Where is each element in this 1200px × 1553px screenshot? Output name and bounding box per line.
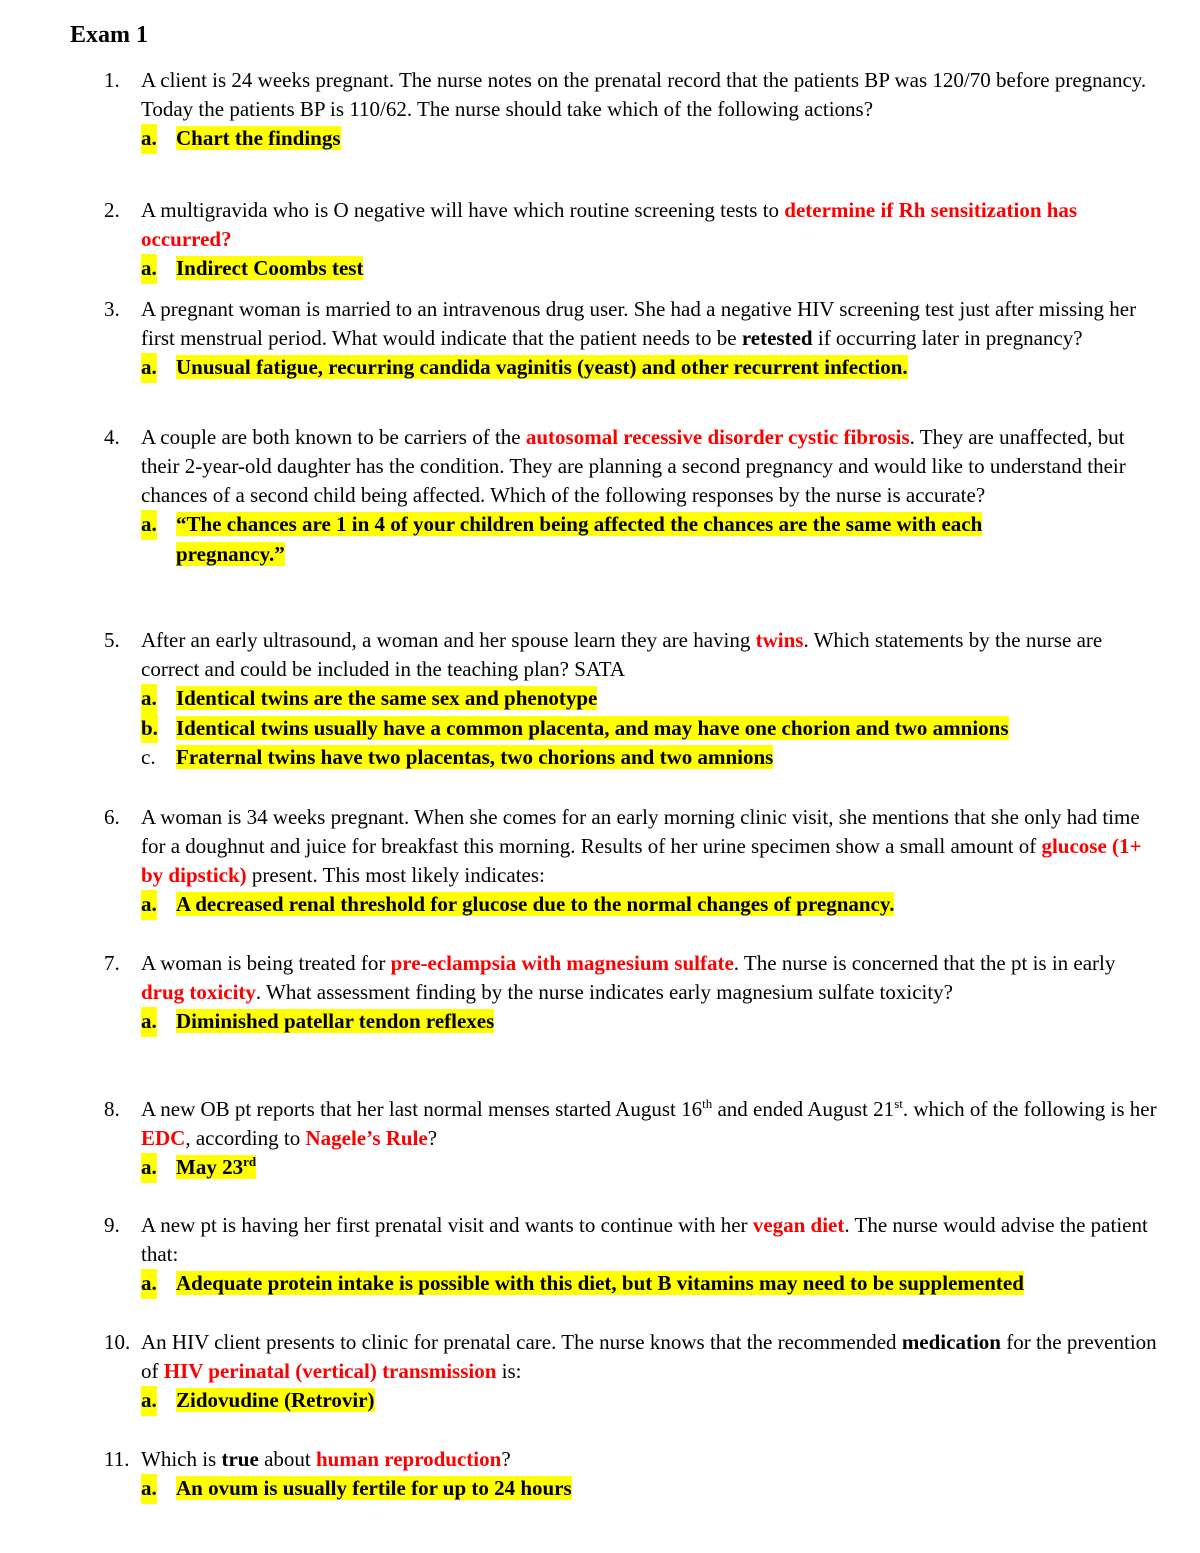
answer-text: Indirect Coombs test xyxy=(176,256,364,280)
highlighted-term: autosomal recessive disorder cystic fibrosis xyxy=(525,425,910,449)
highlighted-term: EDC xyxy=(141,1126,186,1150)
answer-text: Zidovudine (Retrovir) xyxy=(176,1388,375,1412)
highlighted-term: vegan diet xyxy=(752,1213,845,1237)
question-number: 11. xyxy=(104,1447,130,1471)
answer-label: a. xyxy=(141,1474,157,1504)
question-number: 10. xyxy=(104,1330,131,1354)
emphasis-term: true xyxy=(221,1447,259,1471)
answer-a xyxy=(141,353,1160,383)
question-text: Which is true about human reproduction? xyxy=(141,1447,511,1471)
question-number: 1. xyxy=(104,68,120,92)
answer-a xyxy=(141,510,1160,569)
question-4 xyxy=(0,423,1160,569)
answer-text: A decreased renal threshold for glucose due to the normal changes of pregnancy. xyxy=(176,892,895,916)
answer-text: May 23rd xyxy=(176,1154,257,1179)
question-2 xyxy=(0,196,1160,284)
question-10 xyxy=(0,1328,1160,1416)
highlighted-term: pre-eclampsia with magnesium sulfate xyxy=(390,951,734,975)
answer-text: Unusual fatigue, recurring candida vaginitis (yeast) and other recurrent infection. xyxy=(176,355,908,379)
question-text: A new OB pt reports that her last normal menses started August 16th and ended August 21st. which of the following is her EDC, according to Nagele’s Rule? xyxy=(141,1096,1157,1150)
document-title: Exam 1 xyxy=(70,22,148,48)
highlighted-term: drug toxicity xyxy=(141,980,256,1004)
emphasis-term: medication xyxy=(901,1330,1001,1354)
answer-label: a. xyxy=(141,124,157,154)
answer-text: Diminished patellar tendon reflexes xyxy=(176,1009,495,1033)
answer-a xyxy=(141,1386,1160,1416)
highlighted-term: human reproduction xyxy=(315,1447,502,1471)
question-1 xyxy=(0,66,1160,154)
answer-label: a. xyxy=(141,254,157,284)
highlighted-term: twins xyxy=(755,628,804,652)
question-5 xyxy=(0,626,1160,773)
answer-a xyxy=(141,1153,1160,1183)
question-text: After an early ultrasound, a woman and her spouse learn they are having twins. Which statements by the nurse are correct and could be included in the teaching plan? SATA xyxy=(141,628,1103,681)
answer-b xyxy=(141,714,1160,744)
highlighted-term: glucose (1+ by dipstick) xyxy=(141,834,1142,887)
answer-a xyxy=(141,254,1160,284)
question-text: A multigravida who is O negative will have which routine screening tests to determine if Rh sensitization has occurred? xyxy=(141,198,1078,251)
answer-a xyxy=(141,1007,1160,1037)
answer-text-line-2: pregnancy.” xyxy=(176,541,285,566)
answer-label: a. xyxy=(141,1153,157,1183)
answer-label: b. xyxy=(141,714,158,744)
question-number: 3. xyxy=(104,297,120,321)
question-text: A woman is 34 weeks pregnant. When she comes for an early morning clinic visit, she mentions that she only had time for a doughnut and juice for breakfast this morning. Results of her urine specimen show a small amount of glucose (1+ by dipstick) present. This most likely indicates: xyxy=(141,805,1142,887)
question-6 xyxy=(0,803,1160,920)
answer-label: a. xyxy=(141,684,157,714)
answer-label: a. xyxy=(141,510,157,540)
question-number: 9. xyxy=(104,1213,120,1237)
question-number: 8. xyxy=(104,1097,120,1121)
question-9 xyxy=(0,1211,1160,1299)
answer-label: a. xyxy=(141,1007,157,1037)
question-3 xyxy=(0,295,1160,383)
highlighted-term: HIV perinatal (vertical) transmission xyxy=(163,1359,497,1383)
question-text: A couple are both known to be carriers of the autosomal recessive disorder cystic fibrosis. They are unaffected, but their 2-year-old daughter has the condition. They are planning a second pregnancy and would like to understand their chances of a second child being affected. Which of the following responses by the nurse is accurate? xyxy=(141,425,1126,507)
question-number: 6. xyxy=(104,805,120,829)
question-11 xyxy=(0,1445,1160,1504)
answer-label: a. xyxy=(141,1386,157,1416)
question-number: 4. xyxy=(104,425,120,449)
answer-text: Chart the findings xyxy=(176,126,341,150)
question-7 xyxy=(0,949,1160,1037)
question-number: 7. xyxy=(104,951,120,975)
answer-a xyxy=(141,124,1160,154)
answer-text: An ovum is usually fertile for up to 24 hours xyxy=(176,1476,572,1500)
question-text: An HIV client presents to clinic for prenatal care. The nurse knows that the recommended medication for the prevention of HIV perinatal (vertical) transmission is: xyxy=(141,1330,1157,1383)
answer-label: a. xyxy=(141,1269,157,1299)
answer-text: Identical twins usually have a common placenta, and may have one chorion and two amnions xyxy=(176,715,1009,740)
answer-text: Adequate protein intake is possible with this diet, but B vitamins may need to be supplemented xyxy=(176,1271,1024,1295)
answer-text-line-1: “The chances are 1 in 4 of your children being affected the chances are the same with each xyxy=(176,512,983,536)
answer-a xyxy=(141,1474,1160,1504)
highlighted-term: Nagele’s Rule xyxy=(305,1126,428,1150)
answer-text: Fraternal twins have two placentas, two chorions and two amnions xyxy=(176,745,774,769)
question-number: 2. xyxy=(104,198,120,222)
answer-c xyxy=(141,743,1160,773)
question-text: A woman is being treated for pre-eclampsia with magnesium sulfate. The nurse is concerned that the pt is in early drug toxicity. What assessment finding by the nurse indicates early magnesium sulfate toxicity? xyxy=(141,951,1116,1004)
answer-text: Identical twins are the same sex and phenotype xyxy=(176,686,598,710)
question-8 xyxy=(0,1095,1160,1183)
answer-label: a. xyxy=(141,890,157,920)
answer-a xyxy=(141,890,1160,920)
emphasis-term: retested xyxy=(741,326,813,350)
question-text: A client is 24 weeks pregnant. The nurse notes on the prenatal record that the patients BP was 120/70 before pregnancy. Today the patients BP is 110/62. The nurse should take which of the following actions? xyxy=(141,68,1147,121)
answer-a xyxy=(141,1269,1160,1299)
answer-label: a. xyxy=(141,353,157,383)
question-text: A pregnant woman is married to an intravenous drug user. She had a negative HIV screening test just after missing her first menstrual period. What would indicate that the patient needs to be retested if occurring later in pregnancy? xyxy=(141,297,1137,350)
question-number: 5. xyxy=(104,628,120,652)
question-text: A new pt is having her first prenatal visit and wants to continue with her vegan diet. The nurse would advise the patient that: xyxy=(141,1213,1148,1266)
answer-a xyxy=(141,684,1160,714)
highlighted-term: determine if Rh sensitization has occurred? xyxy=(141,198,1078,251)
answer-label: c. xyxy=(141,745,156,769)
